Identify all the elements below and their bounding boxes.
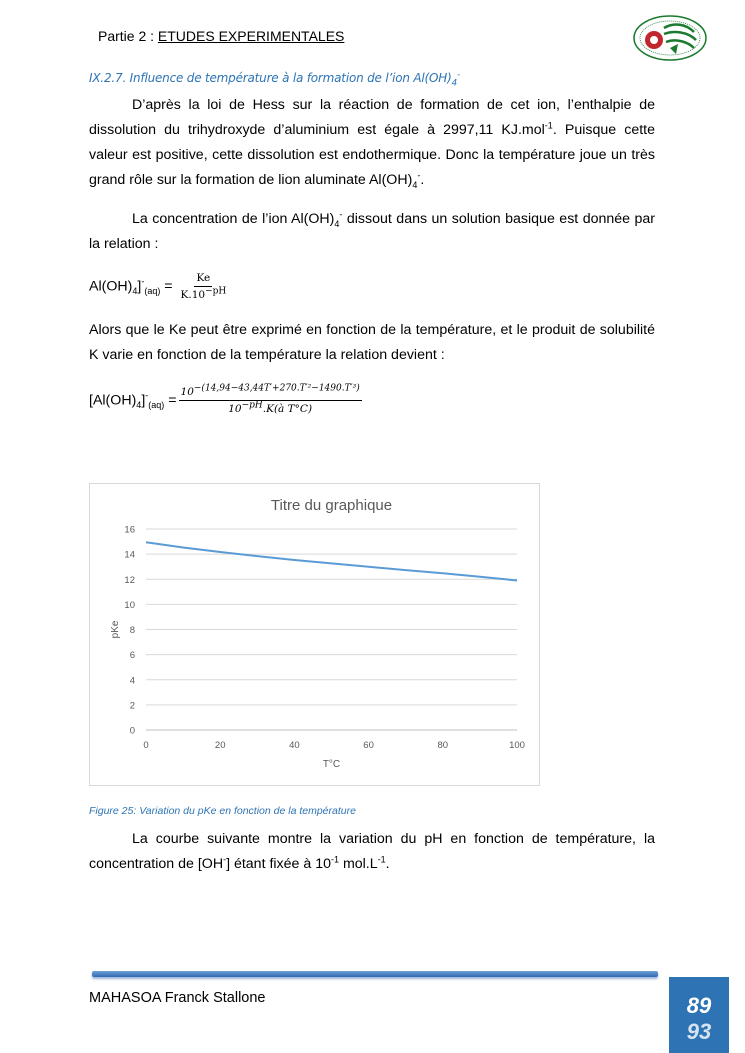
y-tick-label: 16 [124, 524, 135, 536]
pke-chart [90, 484, 539, 785]
university-logo [630, 14, 710, 66]
x-tick-label: 20 [214, 740, 226, 751]
series-line-pKe [146, 542, 517, 580]
x-axis-label: T°C [322, 759, 341, 770]
y-tick-label: 14 [124, 549, 135, 561]
equation-1: $Al(OH)_4]^-_{(aq)}$ = $\frac{Ke}{K.10^{-pH}}$ [89, 272, 227, 301]
paragraph-ph-curve: La courbe suivante montre la variation du pH en fonction de température, la concentration de [OH-] étant fixée à $10^{-1}$ $mol.L^{-1}$. [89, 831, 655, 872]
paragraph-ke: Alors que le Ke peut être exprimé en fonction de la température, et le produit de solubilité K varie en fonction de la température la relation devient : [89, 322, 655, 363]
page-number-badge [669, 977, 729, 1053]
page-number: 89 [686, 993, 712, 1018]
x-tick-label: 60 [363, 740, 374, 751]
footer-author: MAHASOA Franck Stallone [89, 990, 266, 1006]
x-tick-label: 40 [289, 740, 300, 751]
y-tick-label: 0 [129, 725, 135, 737]
y-tick-label: 12 [124, 574, 135, 586]
equation-2: $[Al(OH)_4]^-_{(aq)}$ = $\frac{10^{-(14,94-43,44T'+270.T'^2-1490.T'^3)}}{10^{-pH}.K(à T^\circ C)}$ [89, 383, 360, 415]
y-tick-label: 8 [129, 625, 135, 636]
chart-title: Titre du graphique [270, 497, 393, 514]
header-prefix: Partie 2 : [98, 28, 158, 44]
x-tick-label: 80 [437, 740, 449, 751]
y-axis-label: pKe [110, 620, 121, 639]
page-header [98, 28, 344, 44]
y-tick-label: 4 [129, 675, 135, 687]
equation-1-fraction: $\frac{Ke}{K.10^{-pH}}$ [180, 272, 227, 301]
paragraph-hess: D’après la loi de Hess sur la réaction de formation de cet ion, l’enthalpie de dissolution du trihydroxyde d’aluminium est égale à 2997,11 KJ.mol$^{-1}$. Puisque cette valeur est positive, cette dissolution est endothermique. Donc la température joue un très grand rôle sur la formation de lion aluminate $Al(OH)_4^-$. [89, 97, 656, 190]
x-tick-label: 0 [143, 740, 149, 751]
figure-caption: Figure 25: Variation du pKe en fonction de la température [89, 805, 356, 817]
footer-rule [92, 971, 658, 977]
section-heading: IX.2.7. Influence de température à la formation de l’ion $Al(OH)_4^-$ [89, 70, 461, 89]
page-total: 93 [686, 1019, 712, 1044]
y-tick-label: 6 [129, 650, 135, 662]
equation-2-fraction: $\frac{10^{-(14,94-43,44T'+270.T'^2-1490.T'^3)}}{10^{-pH}.K(à T^\circ C)}$ [180, 383, 360, 415]
chart-container [89, 483, 540, 786]
paragraph-concentration: La concentration de l’ion $Al(OH)_4^-$ dissout dans un solution basique est donnée par la relation : [89, 209, 656, 252]
x-tick-label: 100 [509, 740, 525, 751]
y-tick-label: 2 [129, 700, 135, 712]
header-title: ETUDES EXPERIMENTALES [157, 28, 345, 44]
y-tick-label: 10 [124, 599, 135, 611]
